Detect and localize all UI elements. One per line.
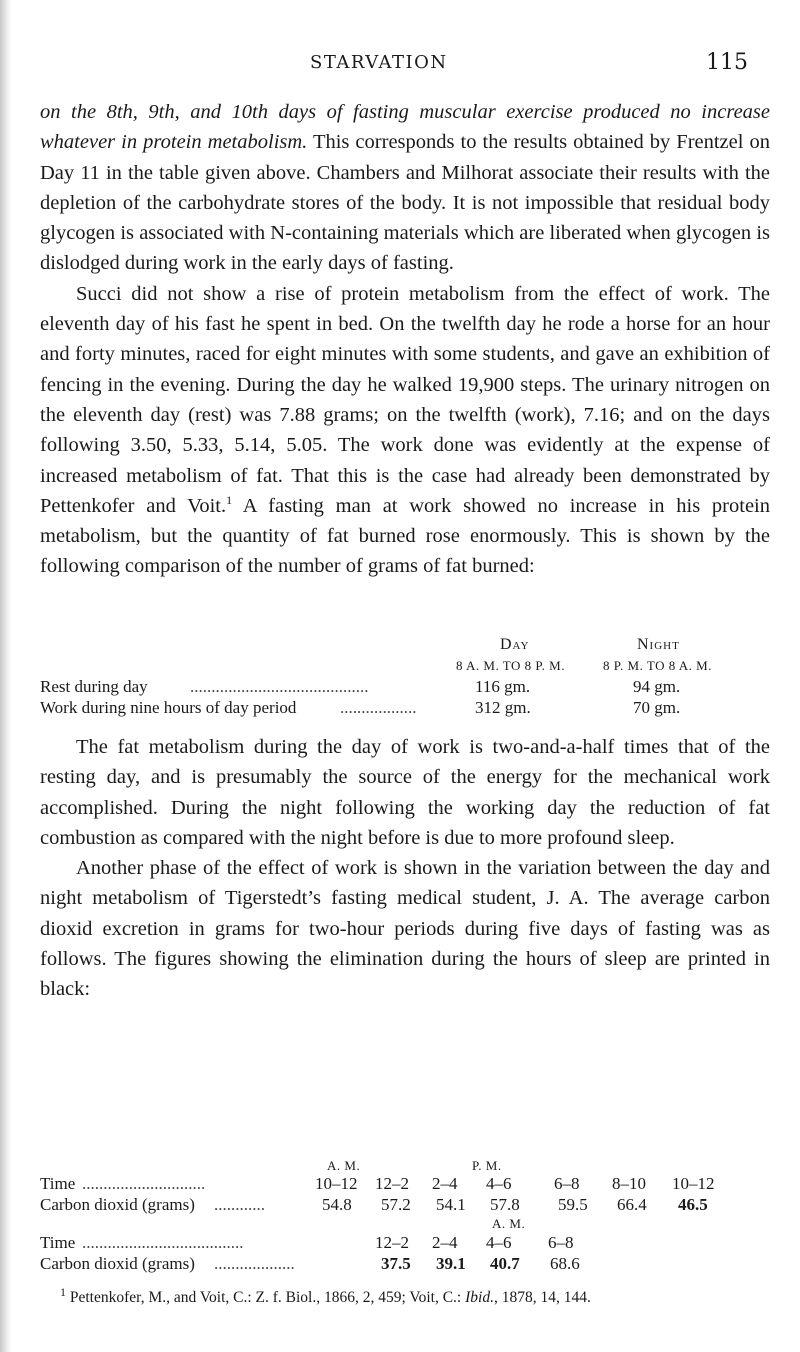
cell-value: 8–10 [612,1174,646,1193]
paragraph-1-rest: This corresponds to the results obtained by Frentzel on Day 11 in the table given above. Chambers and Milhorat associate their results with the depletion of the carbohydrate stores of the body. It is not impossible that residual body glycogen is associated with N-containing materials which are liberated when glycogen is dislodged during work in the early days of fasting. [40,131,770,275]
page-number: 115 [706,50,748,75]
row-label: Time [40,1174,76,1193]
cell-value: 57.8 [490,1195,520,1214]
cell-value: 2–4 [432,1233,458,1252]
cell-value: 2–4 [432,1174,458,1193]
am-label: A. M. [327,1158,361,1173]
footnote-mark: 1 [60,1284,66,1299]
cell-value: 4–6 [486,1233,512,1252]
row-label: Time [40,1233,76,1252]
cell-value: 59.5 [558,1195,588,1214]
cell-value: 46.5 [678,1195,708,1214]
col-day-range: 8 A. M. TO 8 P. M. [456,658,565,673]
page-edge-shadow [0,0,12,1352]
footnote [60,1284,770,1307]
cell-value: 10–12 [315,1174,358,1193]
col-day-header: Day [500,636,530,653]
table-row: Time ...................................... 12–2 2–4 4–6 6–8 [40,1233,574,1252]
footnote-ibid: Ibid. [465,1289,494,1306]
table-row: Carbon dioxid (grams) ............ 54.8 57.2 54.1 57.8 59.5 66.4 46.5 [40,1195,708,1214]
row-label: Carbon dioxid (grams) [40,1254,195,1273]
cell-value: 68.6 [550,1254,580,1273]
cell-value: 12–2 [375,1233,409,1252]
am2-label: A. M. [492,1216,526,1231]
paragraph-3: The fat metabolism during the day of work is two-and-a-half times that of the resting day, and is presumably the source of the energy for the mechanical work accomplished. During the night following the working day the reduction of fat combustion as compared with the night before is due to more profound sleep. [40,736,770,849]
cell-value: 66.4 [617,1195,647,1214]
cell-value: 6–8 [548,1233,574,1252]
cell-value: 54.8 [322,1195,352,1214]
night-value: 70 gm. [633,698,681,717]
col-night-header: Night [637,636,680,653]
paragraph-2-text-b: A fasting man at work showed no increase in his protein metabolism, but the quantity of fat burned rose enormously. This is shown by the following comparison of the number of grams of fat burned: [40,494,770,578]
cell-value: 39.1 [436,1254,466,1273]
footnote-ref: 1 [226,493,233,508]
col-night-range: 8 P. M. TO 8 A. M. [603,658,712,673]
cell-value: 12–2 [375,1174,409,1193]
row-label: Rest during day [40,677,148,696]
row-label: Carbon dioxid (grams) [40,1195,195,1214]
table-row: Work during nine hours of day period .................. 312 gm. 70 gm. [40,698,681,717]
day-value: 116 gm. [475,677,531,696]
italic-lead: on the 8th, 9th, and 10th days of fasting muscular exercise produced no increase whatever in protein metabolism. [40,101,770,154]
fat-table [40,636,770,718]
table-row: Time ............................. 10–12 12–2 2–4 4–6 6–8 8–10 10–12 [40,1174,715,1193]
cell-value: 37.5 [381,1254,411,1273]
paragraph-1 [40,97,770,279]
cell-value: 6–8 [554,1174,580,1193]
page-header [0,50,800,80]
footnote-text: Pettenkofer, M., and Voit, C.: Z. f. Biol., 1866, 2, 459; Voit, C.: [66,1289,466,1306]
cell-value: 57.2 [381,1195,411,1214]
night-value: 94 gm. [633,677,681,696]
body-text-bottom [40,732,770,1005]
table-row: Carbon dioxid (grams) ................... 37.5 39.1 40.7 68.6 [40,1254,580,1273]
paragraph-2-text-a: Succi did not show a rise of protein metabolism from the effect of work. The eleventh day of his fast he spent in bed. On the twelfth day he rode a horse for an hour and forty minutes, raced for eight minutes with some students, and gave an exhibition of fencing in the evening. During the day he walked 19,900 steps. The urinary nitrogen on the eleventh day (rest) was 7.88 grams; on the twelfth (work), 7.16; and on the days following 3.50, 5.33, 5.14, 5.05. The work done was evidently at the expense of increased metabolism of fat. That this is the case had already been demonstrated by Pettenkofer and Voit. [40,282,770,517]
cell-value: 54.1 [436,1195,466,1214]
pm-label: P. M. [472,1158,502,1173]
paragraph-2 [40,279,770,582]
footnote-text-2: , 1878, 14, 144. [493,1289,591,1306]
row-label: Work during nine hours of day period [40,698,297,717]
table-row: Rest during day .......................................... 116 gm. 94 gm. [40,677,681,696]
cell-value: 40.7 [490,1254,520,1273]
day-value: 312 gm. [475,698,531,717]
co2-table [40,1158,770,1288]
cell-value: 4–6 [486,1174,512,1193]
paragraph-4: Another phase of the effect of work is shown in the variation between the day and night metabolism of Tigerstedt’s fasting medical student, J. A. The average carbon dioxid excretion in grams for two-hour periods during five days of fasting was as follows. The figures showing the elimination during the hours of sleep are printed in black: [40,857,770,1001]
body-text-top [40,97,770,582]
cell-value: 10–12 [672,1174,715,1193]
running-head: STARVATION [310,52,448,73]
